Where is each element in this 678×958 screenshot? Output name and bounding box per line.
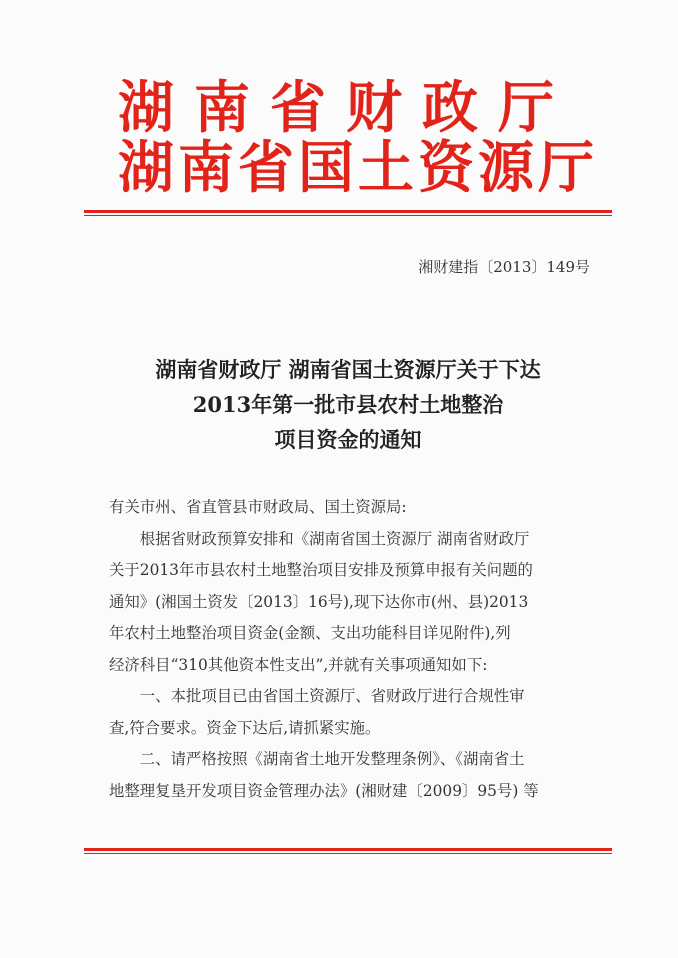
header-red-rule (84, 210, 612, 213)
header-red-rule-thin (84, 215, 612, 216)
addressee-line: 有关市州、省直管县市财政局、国土资源局: (109, 498, 407, 516)
issuer-name-finance: 湖南省财政厅 (118, 75, 574, 141)
body-line: 地整理复垦开发项目资金管理办法》(湘财建〔2009〕95号) 等 (109, 781, 539, 800)
body-line: 根据省财政预算安排和《湖南省国土资源厅 湖南省财政厅 (109, 529, 530, 548)
document-number: 湘财建指〔2013〕149号 (418, 258, 590, 276)
issuer-name-land-resources: 湖南省国土资源厅 (118, 135, 598, 201)
body-line: 二、请严格按照《湖南省土地开发整理条例》、《湖南省土 (109, 750, 525, 768)
body-line: 关于2013年市县农村土地整治项目安排及预算申报有关问题的 (109, 561, 533, 579)
document-title-line: 湖南省财政厅 湖南省国土资源厅关于下达 (155, 357, 541, 382)
body-line: 年农村土地整治项目资金(金额、支出功能科目详见附件),列 (109, 624, 511, 642)
body-line: 经济科目“310其他资本性支出”,并就有关事项通知如下: (109, 655, 488, 674)
body-line: 通知》(湘国土资发〔2013〕16号),现下达你市(州、县)2013 (109, 592, 529, 611)
document-title-line: 项目资金的通知 (274, 427, 422, 452)
document-title (84, 352, 612, 457)
body-line: 一、本批项目已由省国土资源厅、省财政厅进行合规性审 (109, 687, 525, 705)
document-body (109, 492, 590, 807)
body-line: 查,符合要求。资金下达后,请抓紧实施。 (109, 718, 381, 737)
footer-red-rule (84, 848, 612, 851)
footer-red-rule-thin (84, 853, 612, 854)
document-title-line: 2013年第一批市县农村土地整治 (192, 392, 504, 417)
